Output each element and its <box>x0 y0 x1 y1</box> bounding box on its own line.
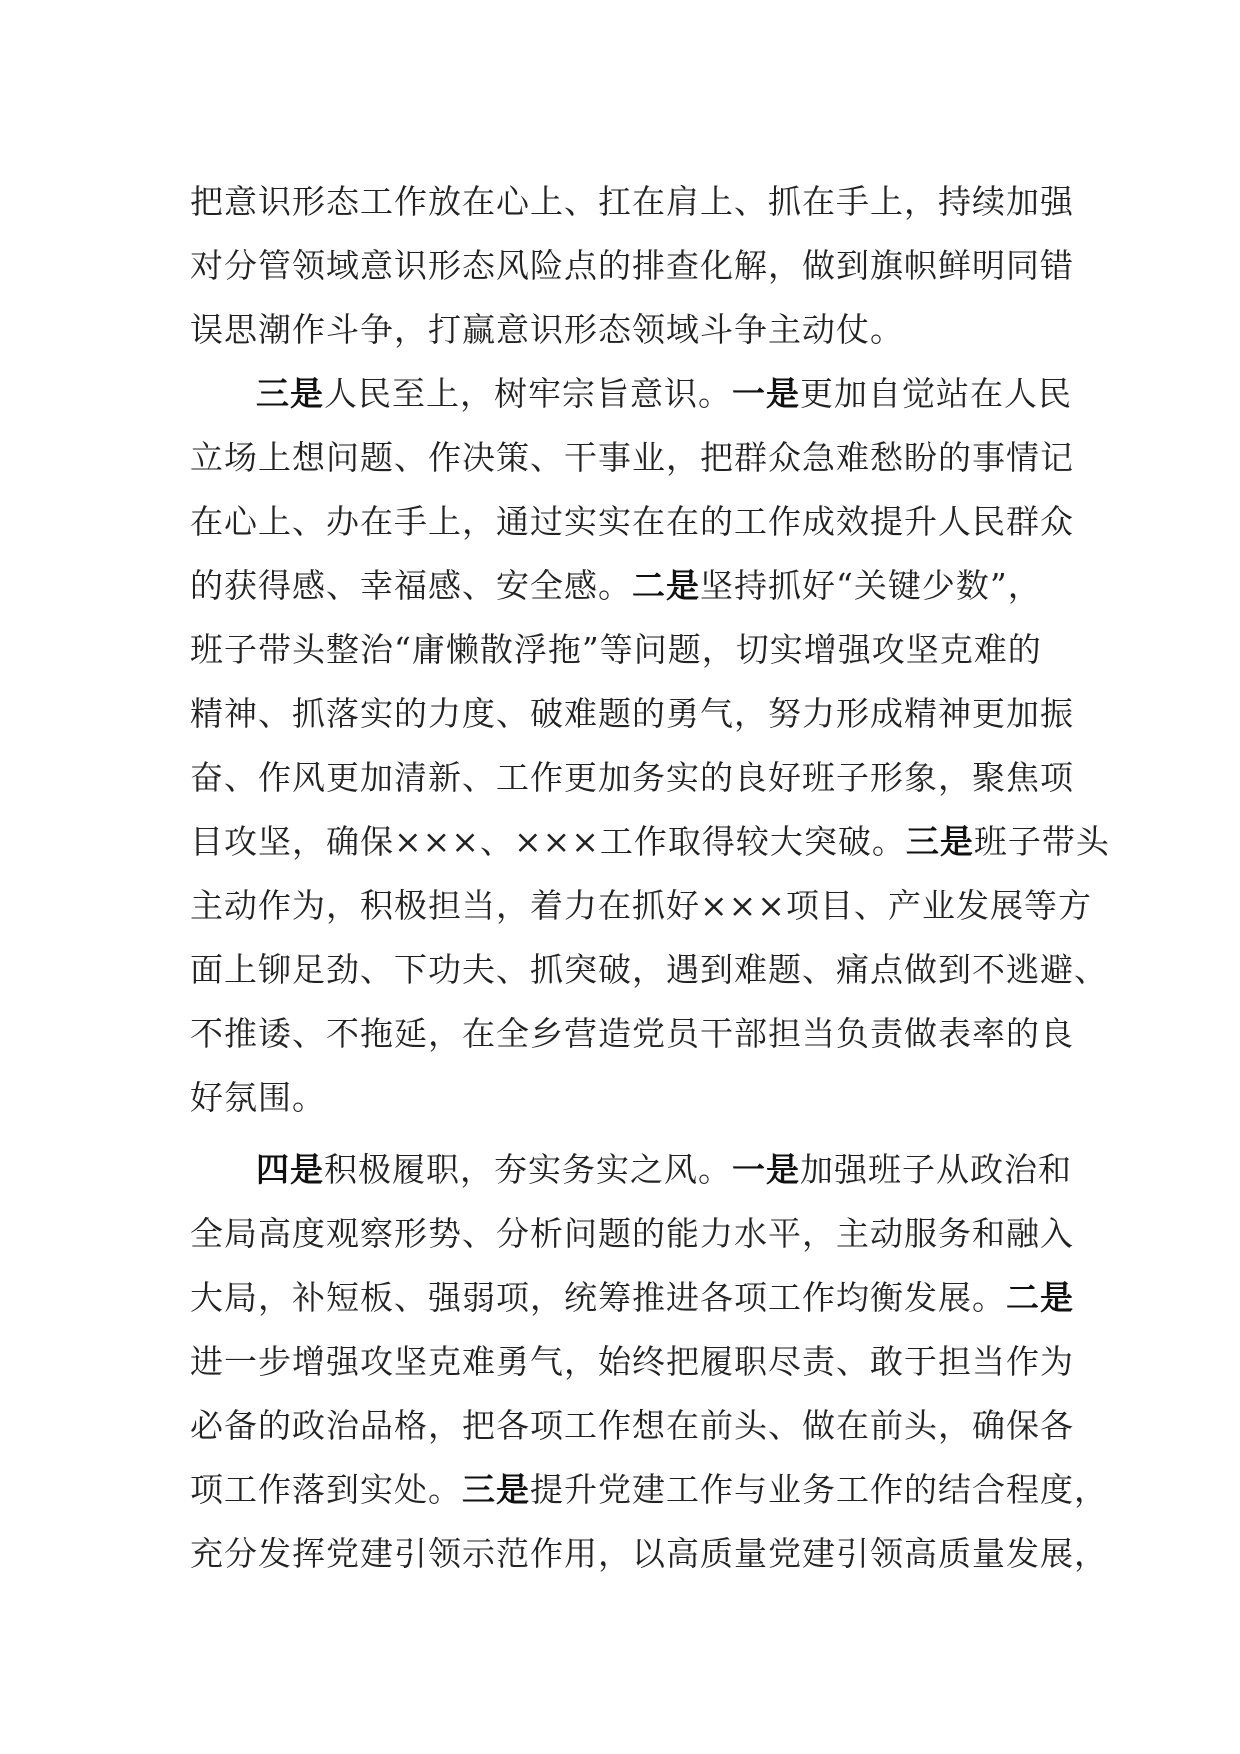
bold-heading-marker: 一是 <box>732 374 800 413</box>
text-segment: 班子带头整治“庸懒散浮拖”等问题，切实增强攻坚克难的 <box>190 630 1042 669</box>
text-segment: 不推诿、不拖延，在全乡营造党员干部担当负责做表率的良 <box>190 1014 1074 1053</box>
text-segment: 提升党建工作与业务工作的结合程度， <box>530 1470 1108 1509</box>
text-segment: 项工作落到实处。 <box>190 1470 462 1509</box>
text-segment: 更加自觉站在人民 <box>800 374 1072 413</box>
text-segment: 班子带头 <box>973 822 1110 861</box>
bold-heading-marker: 一是 <box>732 1150 800 1189</box>
text-line <box>190 874 1092 938</box>
text-line <box>190 1458 1108 1522</box>
text-segment: 必备的政治品格，把各项工作想在前头、做在前头，确保各 <box>190 1406 1074 1445</box>
text-segment: 全局高度观察形势、分析问题的能力水平，主动服务和融入 <box>190 1214 1074 1253</box>
text-line <box>190 170 1074 234</box>
text-segment: 误思潮作斗争，打赢意识形态领域斗争主动仗。 <box>190 310 904 349</box>
text-segment: 奋、作风更加清新、工作更加务实的良好班子形象，聚焦项 <box>190 758 1074 797</box>
text-line <box>190 1266 1074 1330</box>
text-segment: 人民至上，树牢宗旨意识。 <box>324 374 732 413</box>
text-segment: 坚持抓好“关键少数”， <box>700 566 1042 605</box>
text-line <box>190 490 1074 554</box>
text-line <box>190 810 1110 874</box>
text-line <box>190 682 1074 746</box>
text-line <box>190 746 1074 810</box>
paragraph-3 <box>190 1138 1108 1586</box>
bold-heading-marker: 三是 <box>462 1470 530 1509</box>
text-segment: 在心上、办在手上，通过实实在在的工作成效提升人民群众 <box>190 502 1074 541</box>
text-line <box>190 1330 1074 1394</box>
text-line <box>190 1138 1070 1202</box>
paragraph-2 <box>190 362 1110 1130</box>
bold-heading-marker: 四是 <box>256 1150 324 1189</box>
text-segment: 立场上想问题、作决策、干事业，把群众急难愁盼的事情记 <box>190 438 1074 477</box>
text-segment: 充分发挥党建引领示范作用，以高质量党建引领高质量发展， <box>190 1534 1108 1573</box>
text-line <box>190 298 1070 362</box>
text-line <box>190 1522 1108 1586</box>
text-line <box>190 1202 1074 1266</box>
text-segment: 把意识形态工作放在心上、扛在肩上、抓在手上，持续加强 <box>190 182 1074 221</box>
bold-heading-marker: 三是 <box>256 374 324 413</box>
text-line <box>190 1066 1070 1130</box>
text-segment: 大局，补短板、强弱项，统筹推进各项工作均衡发展。 <box>190 1278 1006 1317</box>
text-segment: 加强班子从政治和 <box>800 1150 1072 1189</box>
text-segment: 的获得感、幸福感、安全感。 <box>190 566 632 605</box>
text-line <box>190 1394 1074 1458</box>
text-segment: 精神、抓落实的力度、破难题的勇气，努力形成精神更加振 <box>190 694 1074 733</box>
bold-heading-marker: 二是 <box>632 566 700 605</box>
text-line <box>190 938 1108 1002</box>
text-segment: 主动作为，积极担当，着力在抓好×××项目、产业发展等方 <box>190 886 1092 925</box>
text-line <box>190 1002 1074 1066</box>
bold-heading-marker: 三是 <box>905 822 974 861</box>
text-segment: 进一步增强攻坚克难勇气，始终把履职尽责、敢于担当作为 <box>190 1342 1074 1381</box>
text-segment: 目攻坚，确保×××、×××工作取得较大突破。 <box>190 822 906 861</box>
paragraph-1 <box>190 170 1074 362</box>
bold-heading-marker: 二是 <box>1006 1278 1074 1317</box>
text-segment: 好氛围。 <box>190 1078 326 1117</box>
text-segment: 对分管领域意识形态风险点的排查化解，做到旗帜鲜明同错 <box>190 246 1074 285</box>
text-line <box>190 618 1070 682</box>
text-line <box>190 426 1074 490</box>
text-line <box>190 554 1070 618</box>
text-segment: 积极履职，夯实务实之风。 <box>324 1150 732 1189</box>
text-line <box>190 362 1070 426</box>
text-segment: 面上铆足劲、下功夫、抓突破，遇到难题、痛点做到不逃避、 <box>190 950 1108 989</box>
text-line <box>190 234 1074 298</box>
